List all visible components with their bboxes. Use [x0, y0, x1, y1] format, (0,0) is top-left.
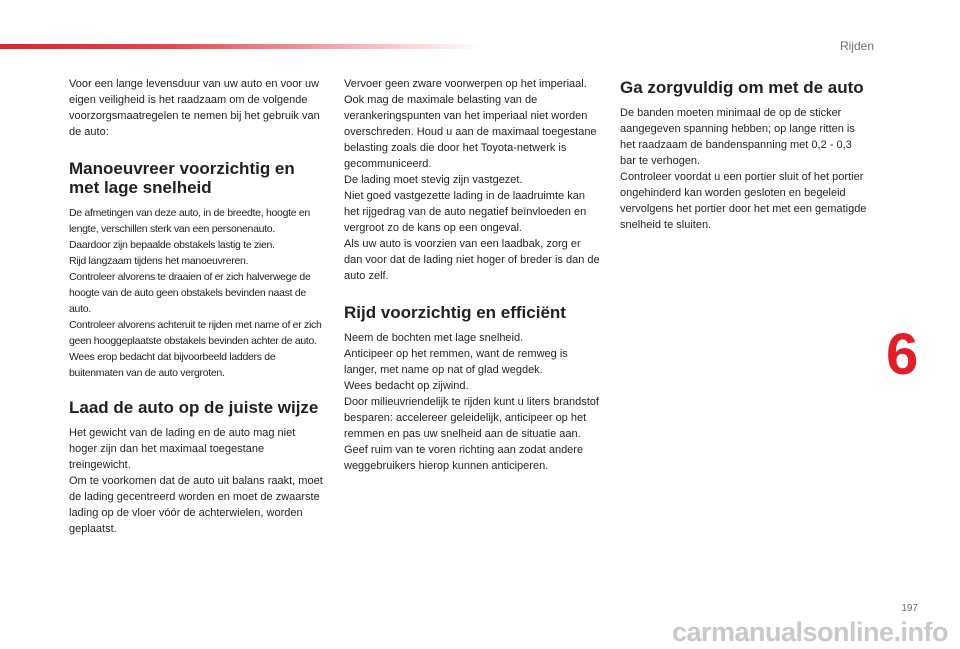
paragraph: Vervoer geen zware voorwerpen op het imperiaal. [344, 78, 587, 90]
page-number: 197 [901, 603, 918, 614]
paragraph: Controleer voordat u een portier sluit of het portier ongehinderd kan worden gesloten en begeleid vervolgens het portier door het met een gematigde snelheid te sluiten. [620, 171, 867, 231]
paragraph: Controleer alvorens te draaien of er zich halverwege de hoogte van de auto geen obstakels bevinden naast de auto. [69, 271, 311, 315]
paragraph: Wees bedacht op zijwind. [344, 380, 469, 392]
paragraph: Controleer alvorens achteruit te rijden met name of er zich geen hooggeplaatste obstakels bevinden achter de auto. [69, 319, 322, 347]
column-left [69, 76, 325, 537]
paragraph: Geef ruim van te voren richting aan zodat andere weggebruikers hierop kunnen anticiperen. [344, 444, 584, 472]
paragraph: De lading moet stevig zijn vastgezet. [344, 174, 523, 186]
paragraph: Ook mag de maximale belasting van de verankeringspunten van het imperiaal niet worden overschreden. Houd u aan de maximaal toegestane belasting zoals die door het Toyota-netwerk is gecommuniceerd. [344, 94, 597, 170]
paragraph: Als uw auto is voorzien van een laadbak, zorg er dan voor dat de lading niet hoger of breder is dan de auto zelf. [344, 238, 600, 282]
paragraph: Rijd langzaam tijdens het manoeuvreren. [69, 255, 249, 267]
paragraph: Anticipeer op het remmen, want de remweg is langer, met name op nat of glad wegdek. [344, 348, 568, 376]
paragraph: De afmetingen van deze auto, in de breedte, hoogte en lengte, verschillen sterk van een personenauto. [69, 207, 310, 235]
column-middle [344, 76, 600, 474]
header-accent-bar [0, 44, 480, 49]
section-label: Rijden [839, 39, 874, 53]
heading-manoeuvreer: Manoeuvreer voorzichtig en met lage snelheid [69, 159, 295, 197]
paragraph: De banden moeten minimaal de op de sticker aangegeven spanning hebben; op lange ritten is het raadzaam de bandenspanning met 0,2 - 0,3 bar te verhogen. [620, 107, 855, 167]
intro-paragraph: Voor een lange levensduur van uw auto en voor uw eigen veiligheid is het raadzaam om de volgende voorzorgsmaatregelen te nemen bij het gebruik van de auto: [69, 78, 320, 138]
heading-rijd: Rijd voorzichtig en efficiënt [344, 303, 566, 322]
paragraph: Neem de bochten met lage snelheid. [344, 332, 524, 344]
paragraph: Wees erop bedacht dat bijvoorbeeld ladders de buitenmaten van de auto vergroten. [69, 351, 276, 379]
paragraph: Om te voorkomen dat de auto uit balans raakt, moet de lading gecentreerd worden en moet de zwaarste lading op de vloer vóór de achterwielen, worden geplaatst. [69, 475, 323, 535]
watermark: carmanualsonline.info [671, 617, 948, 647]
paragraph: Door milieuvriendelijk te rijden kunt u liters brandstof besparen: accelereer geleidelijk, anticipeer op het remmen en pas uw snelheid aan de situatie aan. [344, 396, 599, 440]
paragraph: Niet goed vastgezette lading in de laadruimte kan het rijgedrag van de auto negatief beïnvloeden en vergroot zo de kans op een ongeval. [344, 190, 587, 234]
chapter-number: 6 [886, 322, 919, 387]
column-right [620, 78, 870, 233]
heading-ga-zorgvuldig: Ga zorgvuldig om met de auto [620, 78, 864, 97]
paragraph: Daardoor zijn bepaalde obstakels lastig te zien. [69, 239, 275, 251]
paragraph: Het gewicht van de lading en de auto mag niet hoger zijn dan het maximaal toegestane treingewicht. [69, 427, 296, 471]
heading-laad: Laad de auto op de juiste wijze [69, 398, 319, 417]
